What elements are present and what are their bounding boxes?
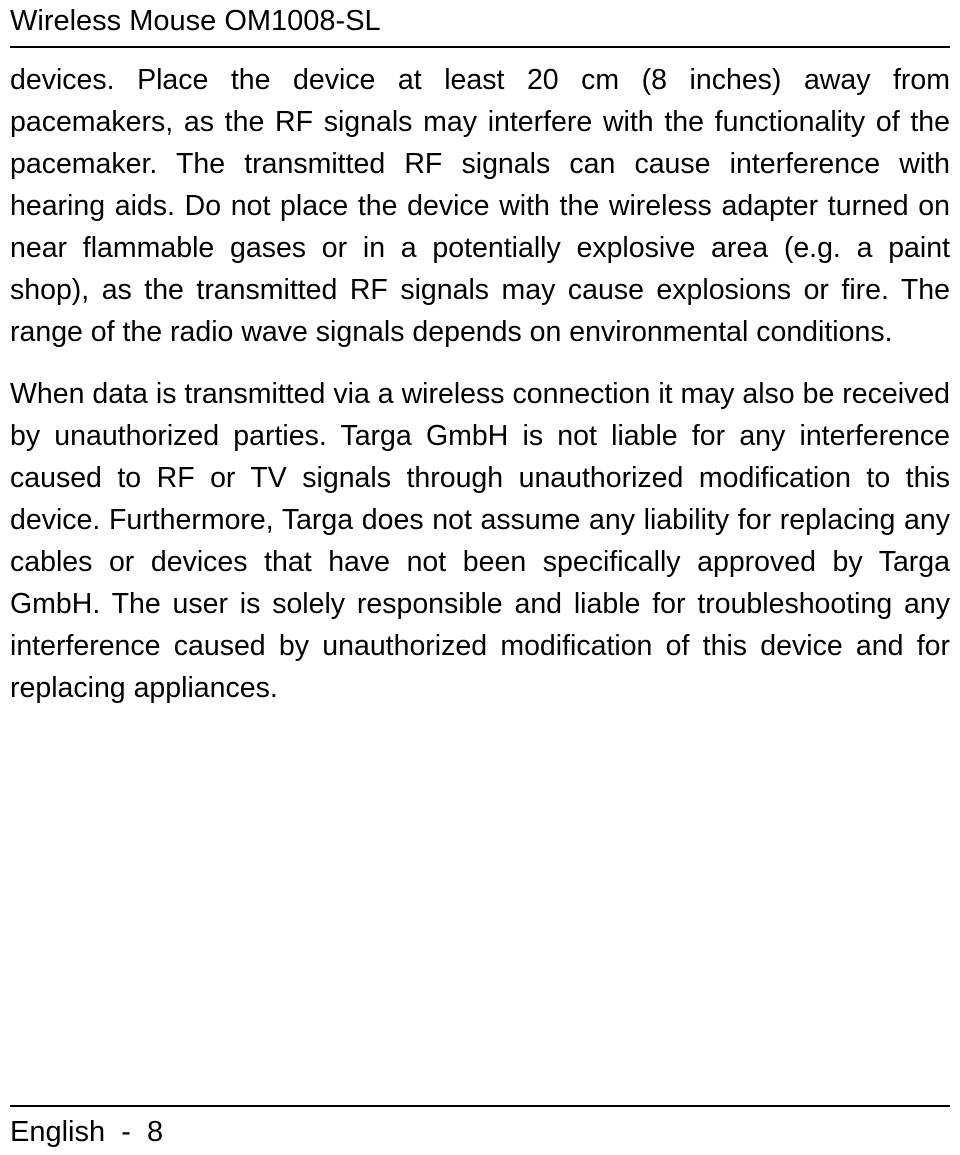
- page-header: [10, 2, 950, 46]
- page-number-label: English - 8: [10, 1116, 164, 1148]
- document-title: Wireless Mouse OM1008-SL: [10, 5, 381, 37]
- page-footer: [10, 1105, 950, 1155]
- document-body: [10, 59, 950, 709]
- footer-divider: [10, 1105, 950, 1107]
- body-paragraph-liability: When data is transmitted via a wireless connection it may also be received by unauthorized parties. Targa GmbH is not liable for any interference caused to RF or TV signals through unauthorized modification to this device. Furthermore, Targa does not assume any liability for replacing any cables or devices that have not been specifically approved by Targa GmbH. The user is solely responsible and liable for troubleshooting any interference caused by unauthorized modification of this device and for replacing appliances.: [10, 378, 950, 704]
- header-divider: [10, 46, 950, 48]
- body-paragraph-rf-safety: devices. Place the device at least 20 cm (8 inches) away from pacemakers, as the RF signals may interfere with the functionality of the pacemaker. The transmitted RF signals can cause interference with hearing aids. Do not place the device with the wireless adapter turned on near flammable gases or in a potentially explosive area (e.g. a paint shop), as the transmitted RF signals may cause explosions or fire. The range of the radio wave signals depends on environmental conditions.: [10, 64, 950, 348]
